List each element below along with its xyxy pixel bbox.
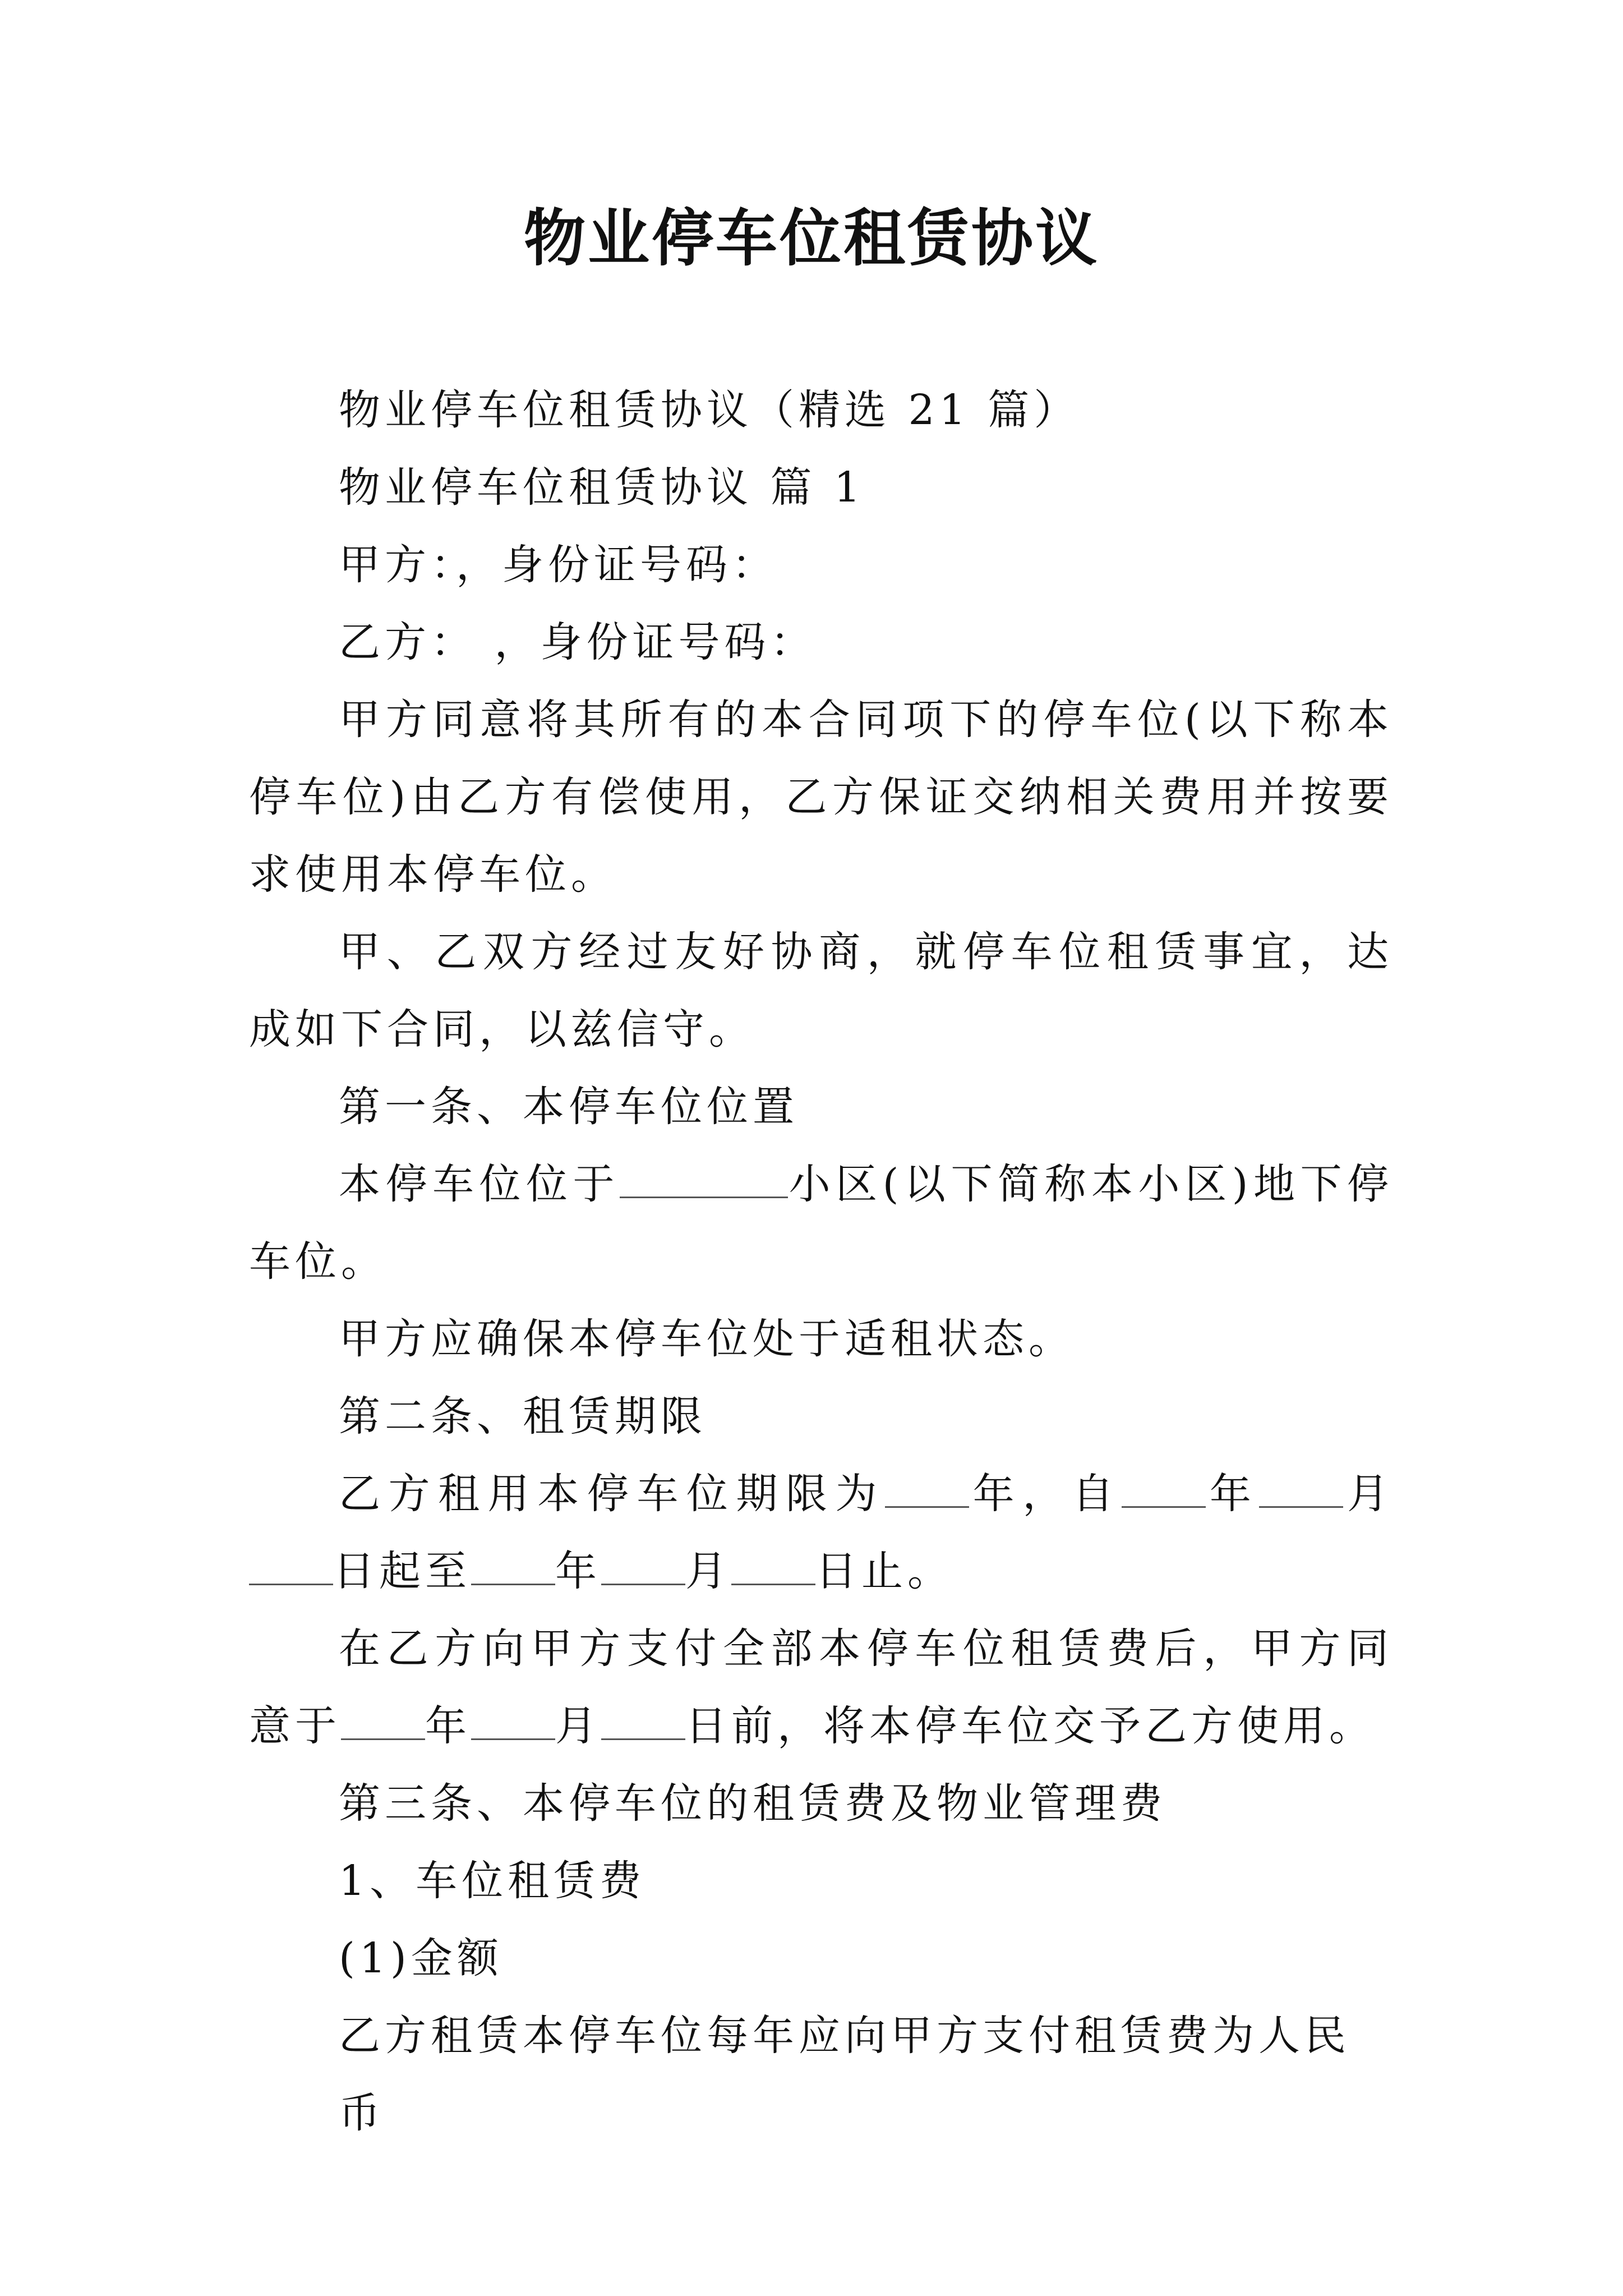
handover-year-blank	[341, 1703, 425, 1740]
start-day-blank	[249, 1548, 333, 1585]
article-3-heading: 第三条、本停车位的租赁费及物业管理费	[339, 1779, 1166, 1828]
end-year-blank	[471, 1548, 555, 1585]
article-1-heading: 第一条、本停车位位置	[339, 1083, 799, 1131]
paragraph-rentable-state: 甲方应确保本停车位处于适租状态。	[339, 1315, 1075, 1363]
month-label: 月	[685, 1547, 731, 1595]
paragraph-location	[249, 1145, 1393, 1300]
article-2-heading: 第二条、租赁期限	[339, 1392, 707, 1441]
document-title: 物业停车位租赁协议	[524, 202, 1099, 274]
start-year-blank	[1122, 1470, 1206, 1508]
location-text-start: 本停车位位于	[339, 1160, 620, 1208]
end-month-blank	[601, 1548, 685, 1585]
clause-1-1-heading: (1)金额	[339, 1934, 503, 1982]
handover-text: 在乙方向甲方支付全部本停车位租赁费后，甲方同意于	[249, 1625, 1393, 1750]
handover-end-text: 日前，将本停车位交予乙方使用。	[685, 1702, 1375, 1750]
document-body	[249, 371, 1393, 2152]
clause-1-heading: 1、车位租赁费	[339, 1857, 646, 1905]
paragraph-lease-term	[249, 1455, 1393, 1610]
section-heading: 物业停车位租赁协议 篇 1	[339, 463, 865, 512]
year-label: 年	[555, 1547, 601, 1595]
subtitle-line: 物业停车位租赁协议（精选 21 篇）	[339, 386, 1080, 434]
end-day-blank	[731, 1548, 815, 1585]
month-label: 月	[1343, 1470, 1394, 1518]
location-text-end: 小区(以下简称本小区)地下停车位。	[249, 1160, 1393, 1286]
day-end-label: 日止。	[815, 1547, 953, 1595]
lease-term-from-text: 年，自	[969, 1470, 1122, 1518]
party-a-line: 甲方：，身份证号码：	[339, 541, 778, 589]
community-name-blank	[620, 1161, 788, 1198]
years-blank	[885, 1470, 969, 1508]
year-label: 年	[1206, 1470, 1260, 1518]
day-from-label: 日起至	[333, 1547, 471, 1595]
start-month-blank	[1259, 1470, 1343, 1508]
lease-term-text: 乙方租用本停车位期限为	[339, 1470, 886, 1518]
party-b-line: 乙方： ，身份证号码：	[339, 618, 817, 666]
month-label: 月	[555, 1702, 601, 1750]
handover-day-blank	[601, 1703, 685, 1740]
paragraph-handover	[249, 1610, 1393, 1765]
year-label: 年	[425, 1702, 471, 1750]
paragraph-rent-amount: 乙方租赁本停车位每年应向甲方支付租赁费为人民币	[339, 2012, 1350, 2137]
paragraph-agreement-scope: 甲方同意将其所有的本合同项下的停车位(以下称本停车位)由乙方有偿使用，乙方保证交纳相关费用并按要求使用本停车位。	[249, 696, 1393, 899]
paragraph-negotiation: 甲、乙双方经过友好协商，就停车位租赁事宜，达成如下合同，以兹信守。	[249, 928, 1393, 1053]
handover-month-blank	[471, 1703, 555, 1740]
